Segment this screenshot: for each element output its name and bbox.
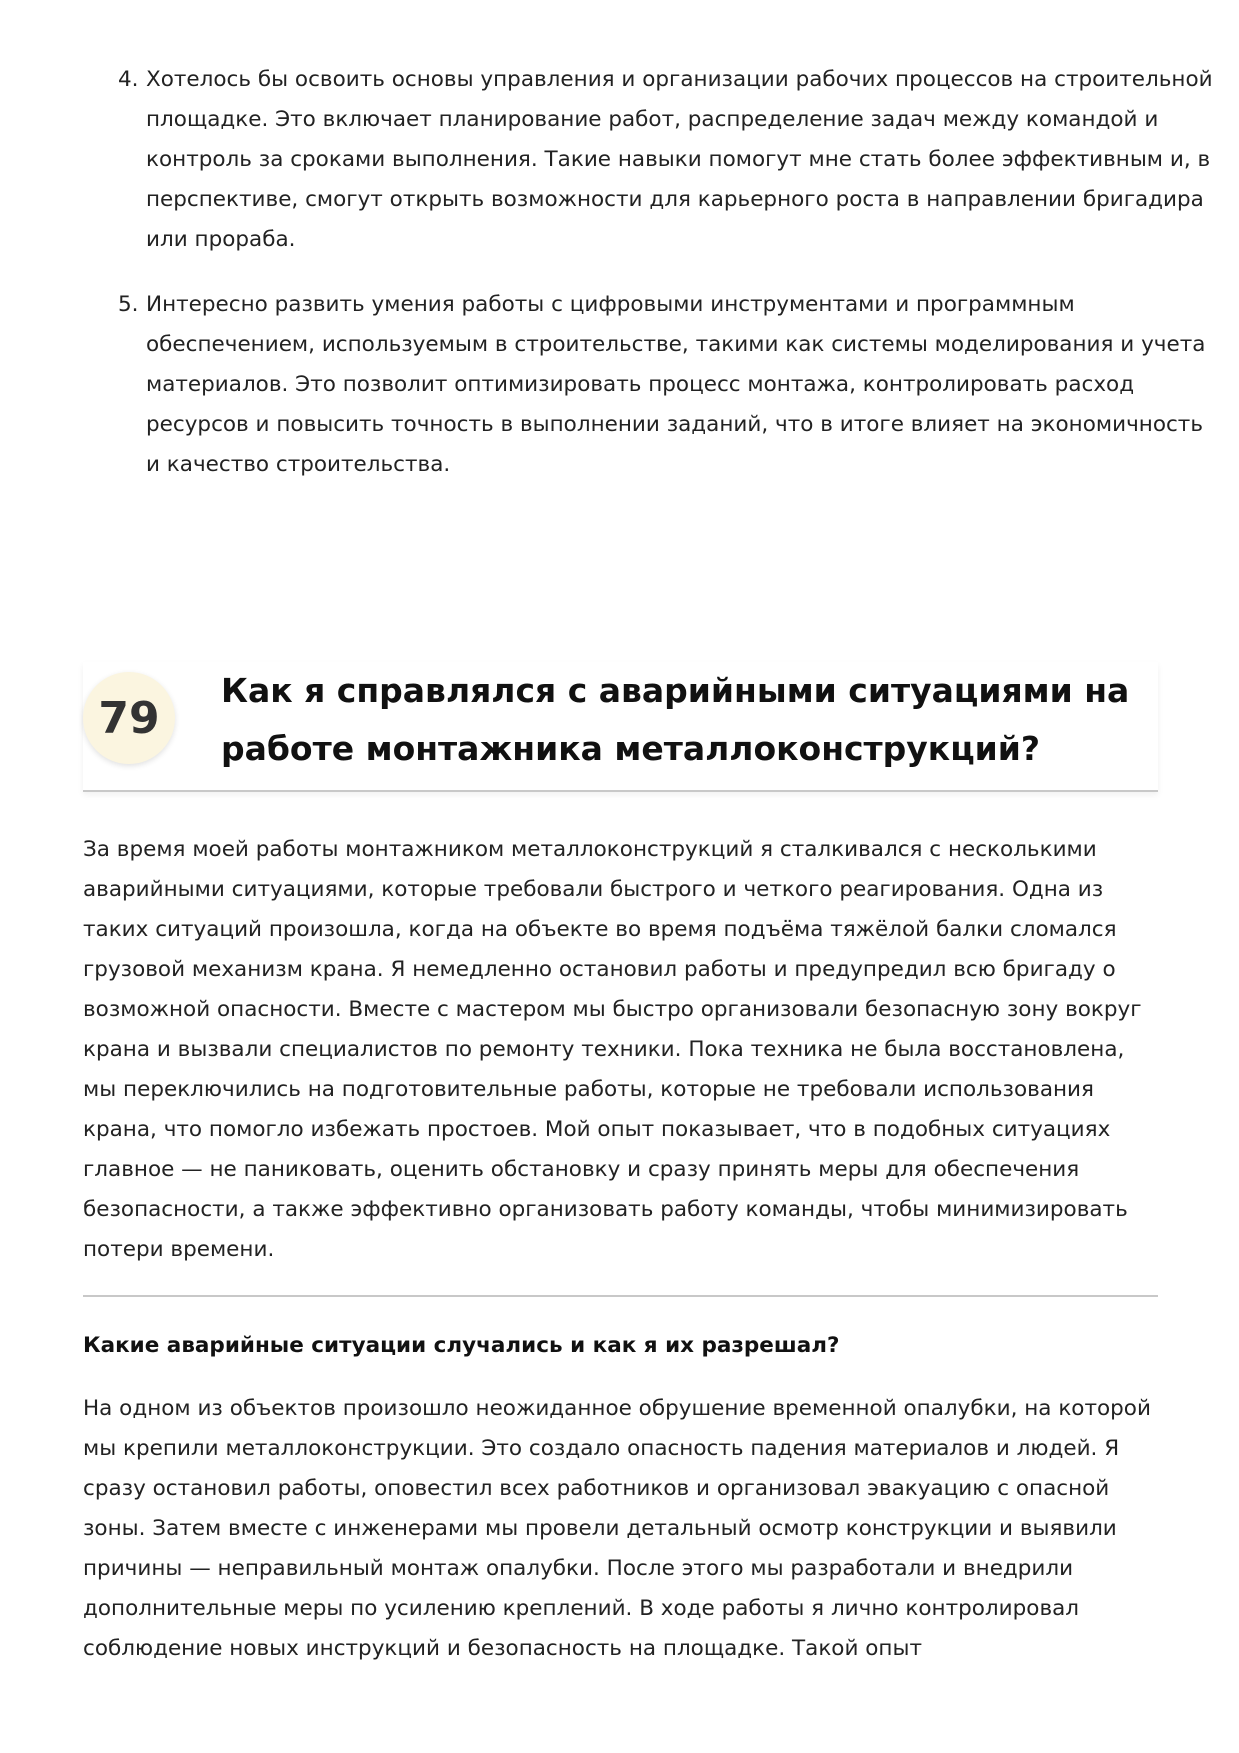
section-header	[83, 662, 1158, 792]
intro-paragraph: За время моей работы монтажником металлоконструкций я сталкивался с несколькими аварийными ситуациями, которые требовали быстрого и четкого реагирования. Одна из таких ситуаций произошла, когда на объекте во время подъёма тяжёлой балки сломался грузовой механизм крана. Я немедленно остановил работы и предупредил всю бригаду о возможной опасности. Вместе с мастером мы быстро организовали безопасную зону вокруг крана и вызвали специалистов по ремонту техники. Пока техника не была восстановлена, мы переключились на подготовительные работы, которые не требовали использования крана, что помогло избежать простоев. Мой опыт показывает, что в подобных ситуациях главное — не паниковать, оценить обстановку и сразу принять меры для обеспечения безопасности, а также эффективно организовать работу команды, чтобы минимизировать потери времени.	[83, 837, 1142, 1262]
list-item-text: Интересно развить умения работы с цифровыми инструментами и программным обеспечением, используемым в строительстве, такими как системы моделирования и учета материалов. Это позволит оптимизировать процесс монтажа, контролировать расход ресурсов и повысить точность в выполнении заданий, что в итоге влияет на экономичность и качество строительства.	[146, 292, 1206, 477]
subheading: Какие аварийные ситуации случались и как я их разрешал?	[83, 1333, 840, 1358]
divider	[83, 1295, 1158, 1297]
section-title: Как я справлялся с аварийными ситуациями на работе монтажника металлоконструкций?	[221, 671, 1130, 768]
list-item-number: 4.	[118, 67, 139, 92]
list-item-text: Хотелось бы освоить основы управления и организации рабочих процессов на строительной площадке. Это включает планирование работ, распределение задач между командой и контроль за сроками выполнения. Такие навыки помогут мне стать более эффективным и, в перспективе, смогут открыть возможности для карьерного роста в направлении бригадира или прораба.	[146, 67, 1213, 252]
list-item	[83, 285, 1221, 485]
list-item	[83, 60, 1221, 260]
answer-paragraph: На одном из объектов произошло неожиданное обрушение временной опалубки, на которой мы крепили металлоконструкции. Это создало опасность падения материалов и людей. Я сразу остановил работы, оповестил всех работников и организовал эвакуацию с опасной зоны. Затем вместе с инженерами мы провели детальный осмотр конструкции и выявили причины — неправильный монтаж опалубки. После этого мы разработали и внедрили дополнительные меры по усилению креплений. В ходе работы я лично контролировал соблюдение новых инструкций и безопасность на площадке. Такой опыт	[83, 1396, 1151, 1661]
question-number-badge: 79	[83, 672, 175, 764]
list-item-number: 5.	[118, 292, 139, 317]
